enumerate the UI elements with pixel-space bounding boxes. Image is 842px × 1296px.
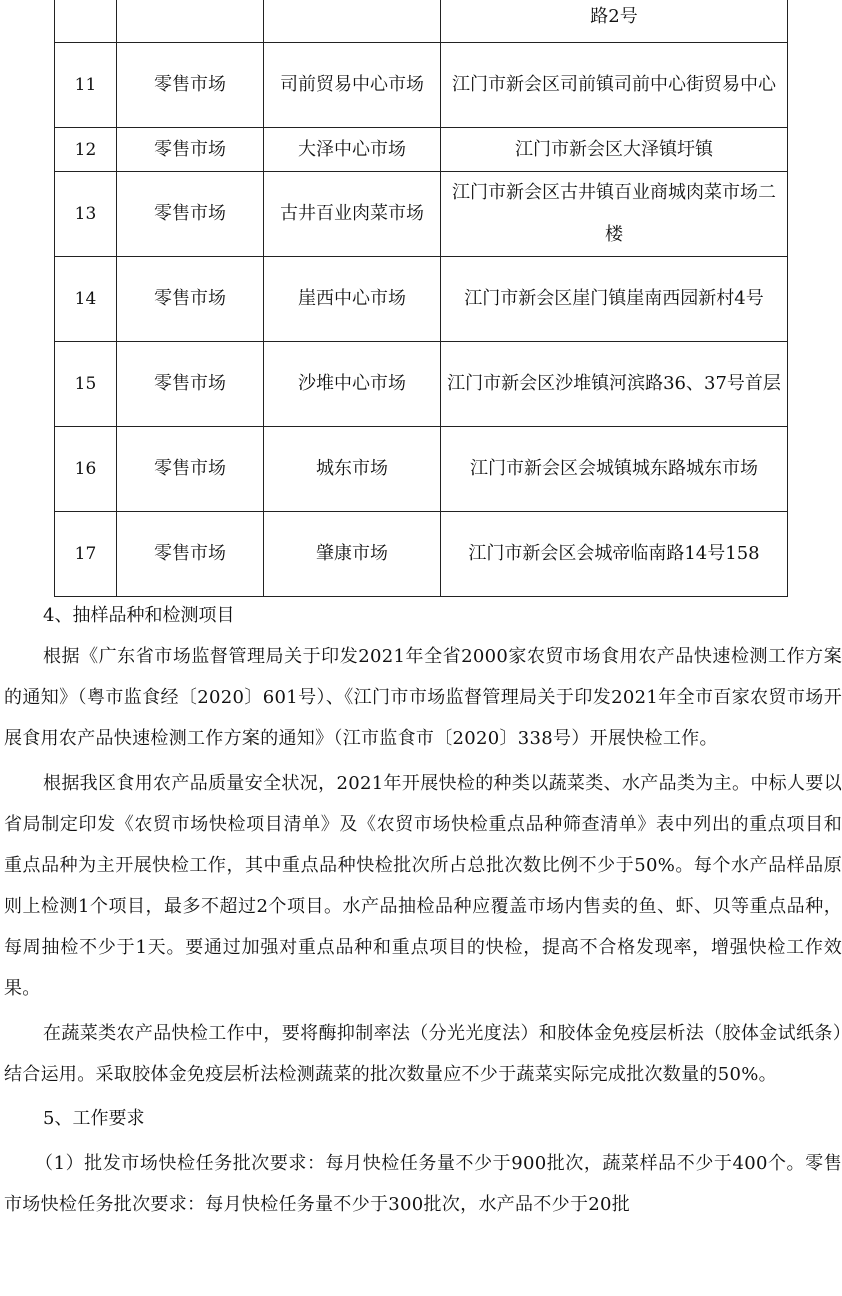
cell-address: 江门市新会区大泽镇圩镇 [441, 128, 788, 172]
cell-address: 江门市新会区会城帝临南路14号158 [441, 512, 788, 597]
cell-no: 11 [55, 43, 117, 128]
cell-address: 江门市新会区司前镇司前中心街贸易中心 [441, 43, 788, 128]
cell-address: 江门市新会区古井镇百业商城肉菜市场二楼 [441, 172, 788, 257]
cell-type: 零售市场 [117, 172, 264, 257]
cell-no: 13 [55, 172, 117, 257]
cell-type: 零售市场 [117, 427, 264, 512]
section-4-paragraph-2: 根据我区食用农产品质量安全状况，2021年开展快检的种类以蔬菜类、水产品类为主。中标人要以省局制定印发《农贸市场快检项目清单》及《农贸市场快检重点品种筛查清单》表中列出的重点项目和重点品种为主开展快检工作，其中重点品种快检批次所占总批次数比例不少于50%。每个水产品样品原则上检测1个项目，最多不超过2个项目。水产品抽检品种应覆盖市场内售卖的鱼、虾、贝等重点品种，每周抽检不少于1天。要通过加强对重点品种和重点项目的快检，提高不合格发现率，增强快检工作效果。 [4, 773, 842, 999]
cell-type: 零售市场 [117, 342, 264, 427]
cell-address: 江门市新会区会城镇城东路城东市场 [441, 427, 788, 512]
cell-name: 城东市场 [264, 427, 441, 512]
cell-no: 12 [55, 128, 117, 172]
cell-type [117, 0, 264, 43]
table-row [55, 427, 788, 512]
cell-no: 16 [55, 427, 117, 512]
cell-name: 沙堆中心市场 [264, 342, 441, 427]
cell-no: 17 [55, 512, 117, 597]
cell-type: 零售市场 [117, 128, 264, 172]
table-row [55, 342, 788, 427]
cell-name: 大泽中心市场 [264, 128, 441, 172]
section-5-heading: 5、工作要求 [43, 1108, 145, 1129]
cell-type: 零售市场 [117, 512, 264, 597]
cell-no: 14 [55, 257, 117, 342]
cell-name: 司前贸易中心市场 [264, 43, 441, 128]
table-row [55, 43, 788, 128]
market-table [54, 0, 788, 597]
cell-name: 崖西中心市场 [264, 257, 441, 342]
section-5-paragraph-1: （1）批发市场快检任务批次要求：每月快检任务量不少于900批次，蔬菜样品不少于400个。零售市场快检任务批次要求：每月快检任务量不少于300批次，水产品不少于20批 [4, 1153, 842, 1215]
section-4-paragraph-3: 在蔬菜类农产品快检工作中，要将酶抑制率法（分光光度法）和胶体金免疫层析法（胶体金试纸条）结合运用。采取胶体金免疫层析法检测蔬菜的批次数量应不少于蔬菜实际完成批次数量的50%。 [4, 1023, 842, 1085]
cell-name [264, 0, 441, 43]
cell-no: 15 [55, 342, 117, 427]
table-row [55, 512, 788, 597]
cell-type: 零售市场 [117, 43, 264, 128]
table-row [55, 172, 788, 257]
cell-address: 江门市新会区崖门镇崖南西园新村4号 [441, 257, 788, 342]
cell-address: 路2号 [441, 0, 788, 43]
cell-address: 江门市新会区沙堆镇河滨路36、37号首层 [441, 342, 788, 427]
table-row [55, 0, 788, 43]
cell-type: 零售市场 [117, 257, 264, 342]
cell-name: 肇康市场 [264, 512, 441, 597]
cell-name: 古井百业肉菜市场 [264, 172, 441, 257]
section-4-heading: 4、抽样品种和检测项目 [43, 605, 235, 626]
table-row [55, 257, 788, 342]
section-4-paragraph-1: 根据《广东省市场监督管理局关于印发2021年全省2000家农贸市场食用农产品快速检测工作方案的通知》（粤市监食经〔2020〕601号）、《江门市市场监督管理局关于印发2021年全市百家农贸市场开展食用农产品快速检测工作方案的通知》（江市监食市〔2020〕338号）开展快检工作。 [4, 646, 842, 749]
body-text [0, 596, 842, 1225]
table-row [55, 128, 788, 172]
cell-no [55, 0, 117, 43]
